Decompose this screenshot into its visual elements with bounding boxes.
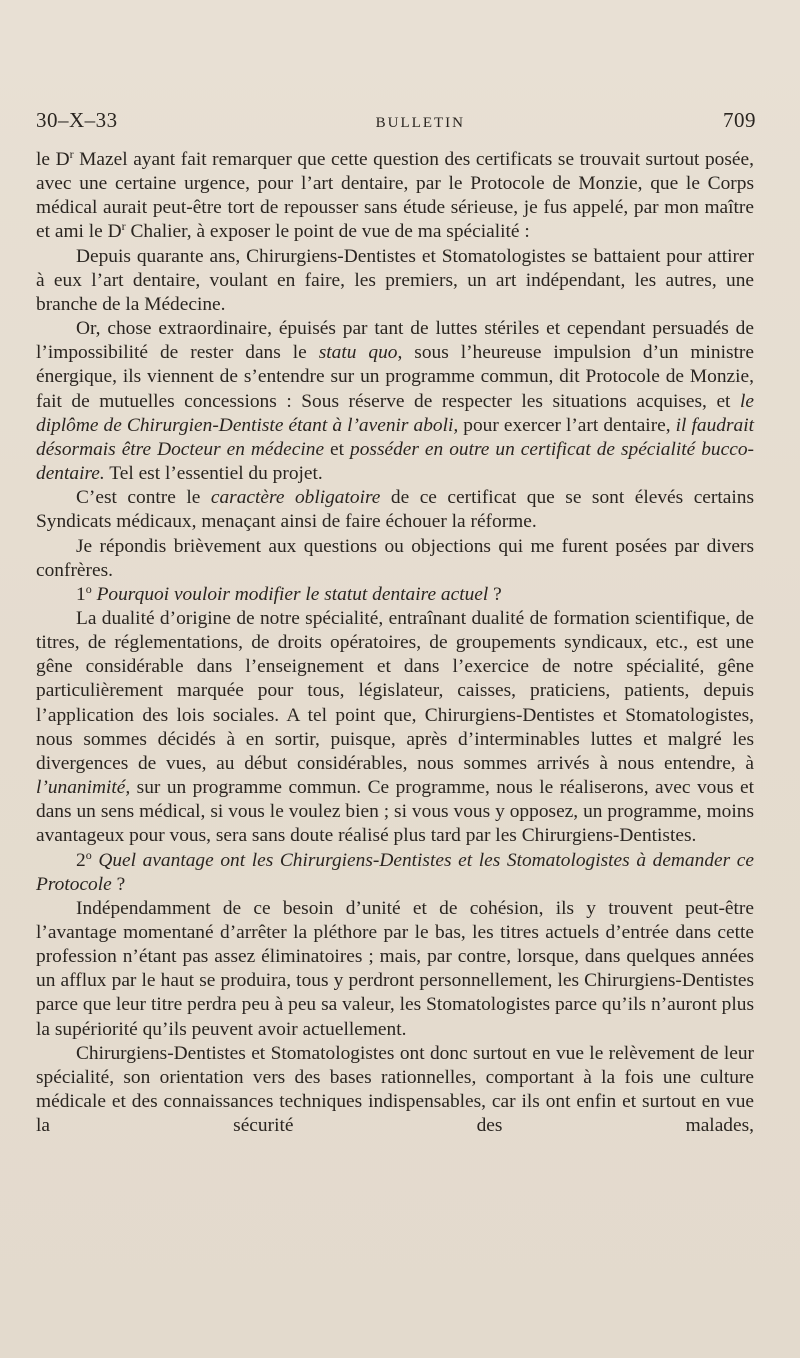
text-segment: Je répondis brièvement aux questions ou objections qui me furent posées par divers confrères. — [36, 535, 754, 581]
superscript: o — [85, 581, 92, 596]
text-segment: sur un programme commun. Ce programme, nous le réaliserons, avec vous et dans un sens médical, si vous le voulez bien ; si vous vous y opposez, un programme, moins avantageux pour vous, sera sans doute réalisé plus tard par les Chirurgiens-Dentistes. — [36, 777, 754, 847]
italic-text: il faudrait désormais être Docteur en médecine — [36, 414, 754, 460]
superscript: r — [121, 219, 126, 234]
paragraph-p1 — [36, 148, 754, 245]
italic-text: caractère obligatoire — [210, 487, 381, 509]
text-segment: Chirurgiens-Dentistes et Stomatologistes ont donc surtout en vue le relèvement de leur spécialité, son orientation vers des bases rationnelles, comportant à la fois une culture médicale et des connaissances techniques indispensables, car ils ont enfin et surtout en vue la sécurité des malades, — [36, 1042, 754, 1137]
paragraph-p6 — [36, 583, 754, 607]
text-segment: Chalier, à exposer le point de vue de ma spécialité : — [125, 221, 530, 243]
paragraph-p10 — [36, 1042, 754, 1139]
text-segment: Indépendamment de ce besoin d’unité et de cohésion, ils y trouvent peut-être l’avantage momentané d’arrêter la pléthore par le bas, les titres actuels d’entrée dans cette profession n’étant pas assez éliminatoires ; mais, par contre, lorsque, dans quelques années un afflux par le haut se produira, tous y perdront personnellement, les Chirurgiens-Dentistes parce que leur titre perdra peu à peu sa valeur, les Stomatologistes parce qu’ils n’auront plus la supériorité qu’ils peuvent avoir actuellement. — [36, 897, 754, 1040]
italic-text: l’unanimité, — [36, 777, 131, 799]
paragraph-p8 — [36, 849, 754, 897]
text-segment: de ce certificat que se sont élevés certains Syndicats médicaux, menaçant ainsi de faire échouer la réforme. — [36, 487, 754, 533]
italic-text: Quel avantage ont les Chirurgiens-Dentistes et les Stomatologistes à demander ce Protocole — [36, 849, 754, 895]
paragraph-p3 — [36, 317, 754, 486]
italic-text: statu quo — [318, 342, 398, 364]
text-segment: le D — [36, 149, 70, 170]
text-segment: et — [324, 438, 351, 460]
article-body — [36, 148, 754, 1138]
paragraph-p2 — [36, 245, 754, 317]
text-segment: Tel est l’essentiel du projet. — [104, 463, 323, 485]
text-segment: C’est contre le — [76, 487, 211, 509]
text-segment: 2 — [76, 849, 86, 871]
paragraph-p4 — [36, 486, 754, 534]
italic-text: le diplôme de Chirurgien-Dentiste étant à l’avenir aboli, — [36, 390, 754, 436]
paragraph-p7 — [36, 607, 754, 849]
text-segment: Mazel ayant fait remarquer que cette question des certificats se trouvait surtout posée, avec une certaine urgence, pour l’art dentaire, par le Protocole de Monzie, que le Corps médical aurait peut-être tort de repousser sans étude sérieuse, je fus appelé, par mon maître et ami le D — [36, 149, 754, 243]
paragraph-p5 — [36, 535, 754, 583]
text-segment: ? — [111, 873, 126, 895]
running-header — [36, 108, 756, 133]
text-segment: Depuis quarante ans, Chirurgiens-Dentistes et Stomatologistes se battaient pour attirer à eux l’art dentaire, voulant en faire, les premiers, un art indépendant, les autres, une branche de la Médecine. — [36, 245, 754, 315]
text-segment: ? — [488, 583, 502, 605]
text-segment: pour exercer l’art dentaire, — [458, 414, 676, 436]
italic-text: Pourquoi vouloir modifier le statut dentaire actuel — [96, 583, 489, 605]
page-number: 709 — [723, 108, 756, 132]
journal-title: BULLETIN — [375, 115, 465, 131]
text-segment: La dualité d’origine de notre spécialité, entraînant dualité de formation scientifique, de titres, de réglementations, de droits opératoires, de groupements syndicaux, etc., est une gêne considérable dans l’enseignement et dans l’exercice de notre spécialité, gêne particulièrement marquée pour tous, législateur, caisses, praticiens, patients, depuis l’application des lois sociales. A tel point que, Chirurgiens-Dentistes et Stomatologistes, nous sommes décidés à en sortir, puisque, après d’interminables luttes et malgré les divergences de vues, au début considérables, nous sommes arrivés à nous entendre, à — [36, 607, 754, 774]
text-segment: , sous l’heureuse impulsion d’un ministre énergique, ils viennent de s’entendre sur un programme commun, dit Protocole de Monzie, fait de mutuelles concessions : Sous réserve de respecter les situations acquises, et — [36, 342, 754, 412]
superscript: r — [69, 147, 74, 161]
paragraph-p9 — [36, 897, 754, 1042]
italic-text: posséder en outre un certificat de spécialité bucco-dentaire. — [36, 438, 754, 485]
text-segment: Or, chose extraordinaire, épuisés par tant de luttes stériles et cependant persuadés de l’impossibilité de rester dans le — [36, 318, 754, 364]
text-segment: 1 — [76, 583, 86, 605]
issue-date: 30–X–33 — [36, 108, 118, 132]
superscript: o — [85, 847, 92, 862]
